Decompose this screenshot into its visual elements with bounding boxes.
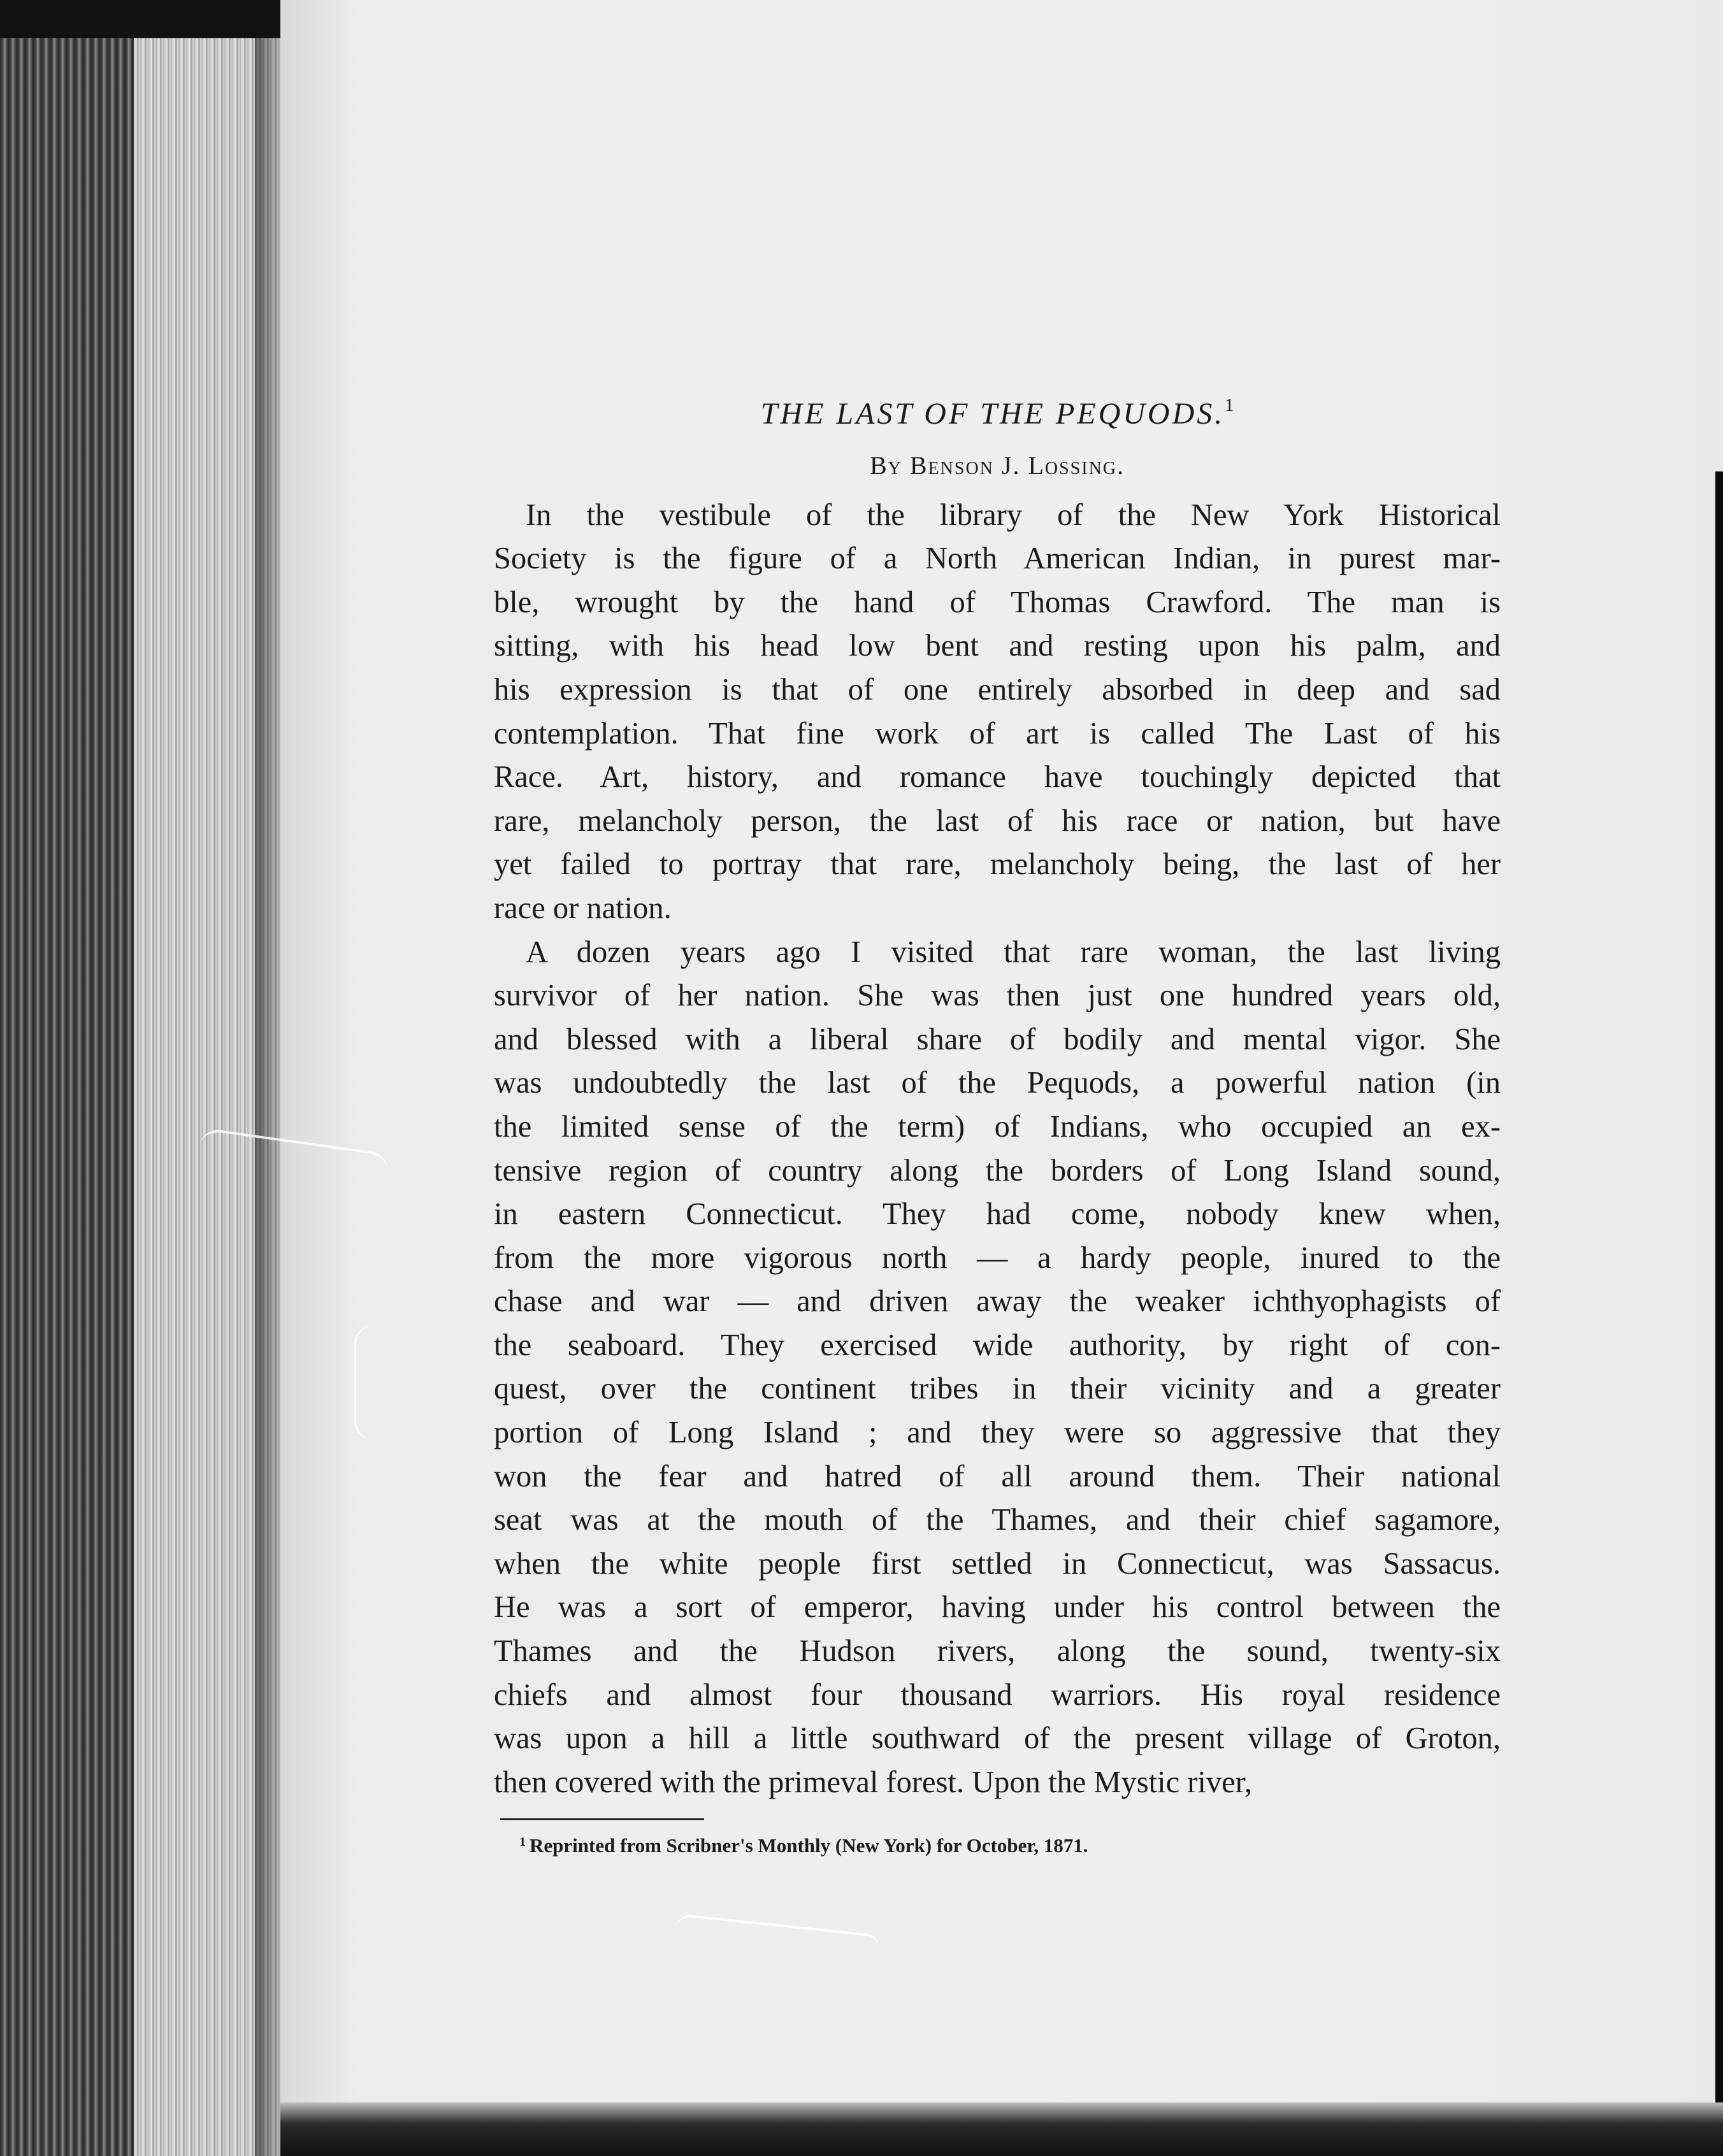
text-line: was undoubtedly the last of the Pequods, a powerful nation (in — [494, 1066, 1501, 1100]
text-line: was upon a hill a little southward of the present village of Groton, — [494, 1721, 1501, 1756]
footnote — [494, 1833, 1501, 1858]
text-line: Race. Art, history, and romance have touchingly depicted that — [494, 760, 1501, 794]
text-line: the limited sense of the term) of Indians, who occupied an ex- — [494, 1109, 1501, 1144]
text-line: sitting, with his head low bent and resting upon his palm, and — [494, 629, 1501, 663]
text-line: ble, wrought by the hand of Thomas Crawford. The man is — [494, 585, 1501, 619]
footnote-rule — [500, 1818, 704, 1820]
page-right-edge — [1715, 471, 1723, 2122]
text-line: the seaboard. They exercised wide authority, by right of con- — [494, 1328, 1501, 1362]
text-line: survivor of her nation. She was then just one hundred years old, — [494, 979, 1501, 1013]
paragraph-2 — [494, 931, 1501, 1805]
gutter-shadow — [255, 0, 280, 2156]
text-line: in eastern Connecticut. They had come, nobody knew when, — [494, 1197, 1501, 1232]
text-line: portion of Long Island ; and they were so aggressive that they — [494, 1416, 1501, 1450]
text-line: Society is the figure of a North American Indian, in purest mar- — [494, 542, 1501, 576]
text-line: Thames and the Hudson rivers, along the sound, twenty-six — [494, 1634, 1501, 1669]
text-line: He was a sort of emperor, having under his control between the — [494, 1590, 1501, 1625]
text-line: contemplation. That fine work of art is called The Last of his — [494, 716, 1501, 751]
text-line: won the fear and hatred of all around them. Their national — [494, 1459, 1501, 1493]
text-line: from the more vigorous north — a hardy people, inured to the — [494, 1240, 1501, 1275]
scan-scratch-2 — [354, 1325, 394, 1440]
article-byline: By Benson J. Lossing. — [869, 450, 1125, 480]
article-body — [494, 494, 1501, 1805]
text-line: when the white people first settled in Connecticut, was Sassacus. — [494, 1546, 1501, 1581]
title-text: THE LAST OF THE PEQUODS. — [760, 397, 1225, 431]
paragraph-1 — [494, 494, 1501, 931]
text-line: In the vestibule of the library of the New York Historical — [526, 498, 1501, 532]
text-line: rare, melancholy person, the last of his race or nation, but have — [494, 803, 1501, 838]
footnote-mark: 1 — [519, 1835, 526, 1850]
text-line: then covered with the primeval forest. Upon the Mystic river, — [494, 1765, 1253, 1799]
article — [494, 395, 1501, 1859]
title-footnote-mark: 1 — [1225, 396, 1234, 415]
text-line: his expression is that of one entirely absorbed in deep and sad — [494, 672, 1501, 707]
text-line: quest, over the continent tribes in their vicinity and a greater — [494, 1372, 1501, 1406]
text-line: chase and war — and driven away the weaker ichthyophagists of — [494, 1284, 1501, 1319]
text-line: and blessed with a liberal share of bodily and mental vigor. She — [494, 1022, 1501, 1056]
text-line: A dozen years ago I visited that rare woman, the last living — [526, 935, 1501, 969]
text-line: chiefs and almost four thousand warriors. His royal residence — [494, 1678, 1501, 1712]
footnote-text: Reprinted from Scribner's Monthly (New York) for October, 1871. — [530, 1834, 1088, 1857]
text-line: yet failed to portray that rare, melancholy being, the last of her — [494, 847, 1501, 882]
page-bottom-edge — [280, 2102, 1723, 2156]
text-line: tensive region of country along the borders of Long Island sound, — [494, 1153, 1501, 1188]
text-line: seat was at the mouth of the Thames, and their chief sagamore, — [494, 1503, 1501, 1537]
book-top-shadow — [0, 0, 280, 38]
text-line: race or nation. — [494, 891, 672, 925]
article-title — [494, 395, 1501, 433]
